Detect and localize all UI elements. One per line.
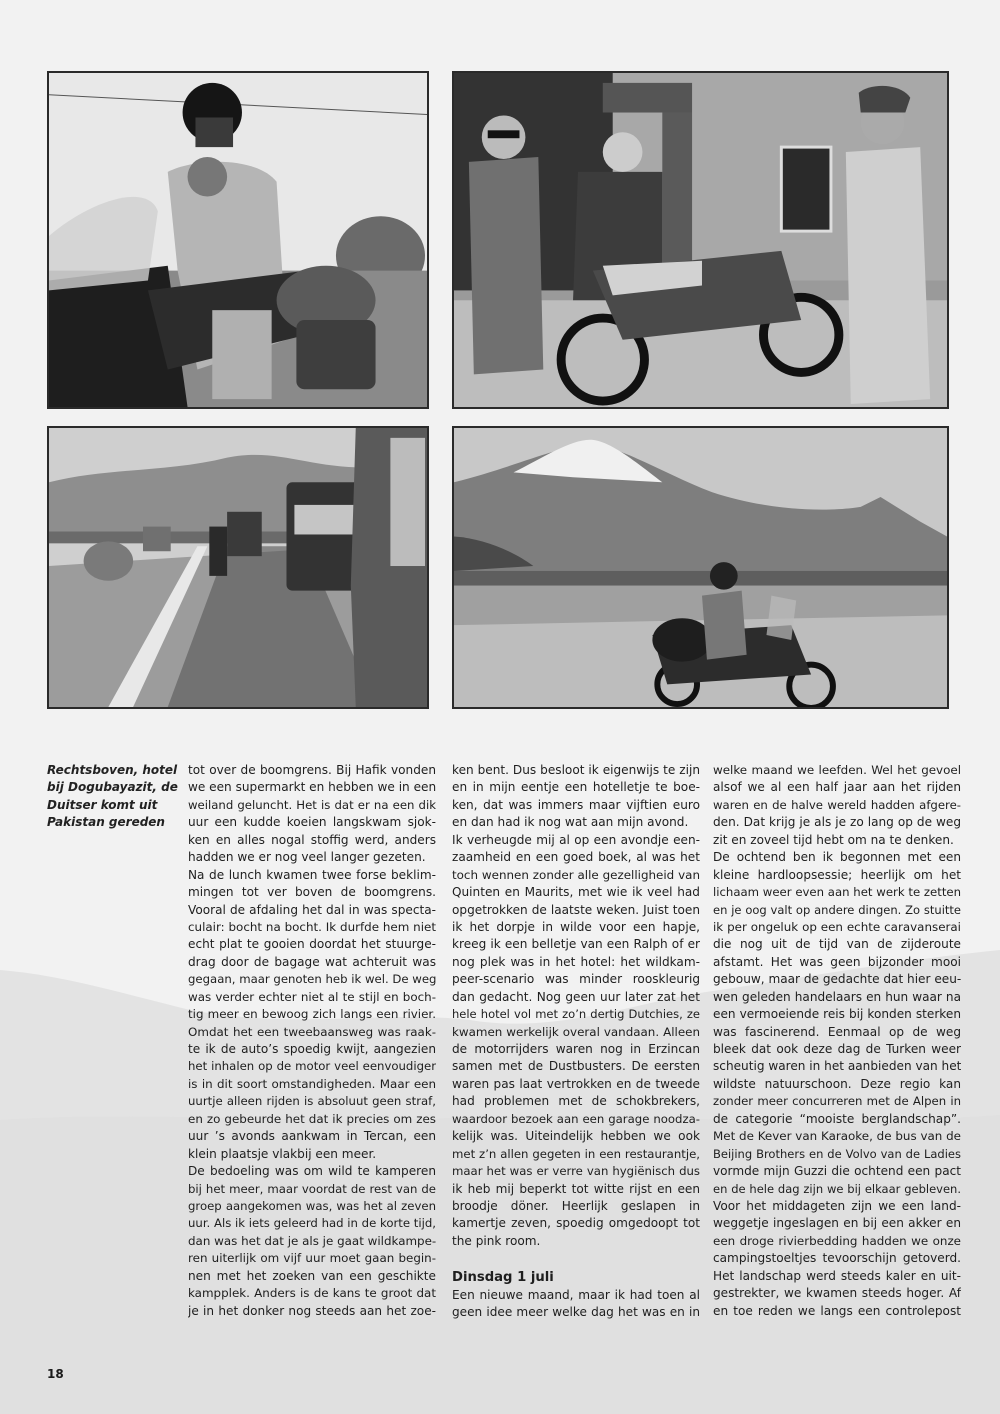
text-line: mingen tot ver boven de boomgrens. (188, 885, 436, 900)
text-line: den. Dat krijg je als je zo lang op de weg (713, 815, 961, 830)
text-line: dan gedacht. Nog geen uur later zat het (452, 989, 700, 1004)
text-line: culair: bocht na bocht. Ik durfde hem niet (188, 919, 436, 934)
text-line: Omdat het een tweebaansweg was raak- (188, 1024, 436, 1039)
text-line: Quinten en Maurits, met wie ik veel had (452, 885, 700, 900)
text-line: we een supermarkt en hebben we in een (188, 780, 436, 795)
text-line: Ik verheugde mij al op een avondje een- (452, 832, 700, 847)
text-line: vormde mijn Guzzi die ochtend een pact (713, 1164, 961, 1179)
text-line: Voor het middageten zijn we een land- (713, 1198, 961, 1213)
text-line: wen geleden handelaars en hun waar na (713, 989, 961, 1004)
text-line: broodje döner. Heerlijk geslapen in (452, 1198, 700, 1213)
text-line: groep aangekomen was, was het al zeven (188, 1198, 436, 1213)
text-line: te ik de auto’s spoedig kwijt, aangezien (188, 1042, 436, 1056)
text-line: was fascinerend. Eenmaal op de weg (713, 1024, 961, 1039)
text-line: De bedoeling was om wild te kamperen (188, 1164, 436, 1179)
text-line: alsof we al een half jaar aan het rijden (713, 780, 961, 795)
text-line: uur ’s avonds aankwam in Tercan, een (188, 1129, 436, 1144)
text-line: uur een kudde koeien langskwam sjok- (188, 815, 436, 830)
text-line: hadden we er nog veel langer gezeten. (188, 850, 426, 865)
text-line: opgetrokken de laatste weken. Juist toen (452, 902, 700, 917)
text-line: waren en de halve wereld hadden afgere- (713, 797, 961, 812)
text-line: lichaam weer even aan het werk te zetten (713, 885, 961, 900)
text-line: scheutig waren in het aanbieden van het (713, 1059, 961, 1074)
text-line: gestrekter, we kwamen steeds hoger. Af (713, 1286, 961, 1301)
caption-line: bij Dogubayazit, de (47, 780, 178, 795)
text-line: ken en alles nogal stoffig werd, anders (188, 832, 436, 847)
text-line: zaamheid en een goed boek, al was het (452, 850, 700, 865)
section-heading: Dinsdag 1 juli (452, 1269, 554, 1285)
text-line: het inhalen op de motor veel eenvoudiger (188, 1059, 436, 1074)
photo-convoy-road (47, 426, 429, 709)
text-line: die nog uit de tijd van de zijderoute (713, 937, 961, 952)
text-line: echt plat te gooien doordat het stuurge- (188, 937, 436, 952)
text-line: drag door de bagage wat achteruit was (188, 954, 436, 969)
text-line: klein plaatsje vlakbij een meer. (188, 1146, 377, 1161)
text-line: met z’n allen gegeten in een restaurantje, (452, 1146, 700, 1161)
text-line: tot over de boomgrens. Bij Hafik vonden (188, 763, 436, 777)
text-line: Vooral de afdaling het dal in was specta- (188, 902, 436, 917)
article-column-3 (713, 762, 961, 1320)
text-line: De ochtend ben ik begonnen met een (713, 850, 961, 865)
text-line: geen idee meer welke dag het was en in (452, 1305, 700, 1320)
text-line: weggetje ingeslagen en bij een akker en (713, 1216, 961, 1231)
text-line: gebouw, maar de gedachte dat hier eeu- (713, 972, 961, 987)
text-line: kamertje zeven, spoedig omgedoopt tot (452, 1216, 700, 1231)
text-line: ken, dat was immers maar vijftien euro (452, 797, 700, 812)
text-line: en de hele dag zijn we bij elkaar gebleven. (713, 1181, 961, 1196)
text-line: Een nieuwe maand, maar ik had toen al (452, 1287, 700, 1302)
text-line: campingstoeltjes tevoorschijn getoverd. (713, 1251, 961, 1266)
text-line: waren pas laat vertrokken en de tweede (452, 1076, 700, 1091)
caption-line: Rechtsboven, hotel (47, 763, 178, 777)
caption-line: Pakistan gereden (47, 815, 165, 830)
text-line: en zo gebeurde het dat ik precies om zes (188, 1111, 436, 1126)
article-column-2 (452, 762, 700, 1322)
text-line: gegaan, maar genoten heb ik wel. De weg (188, 972, 436, 987)
text-line: ik het dorpje in wilde voor een hapje, (452, 919, 700, 934)
text-line: is in dit soort omstandigheden. Maar een (188, 1076, 436, 1091)
text-line: afstamt. Het was geen bijzonder mooi (713, 954, 961, 969)
text-line: en dan had ik nog wat aan mijn avond. (452, 815, 689, 830)
text-line: nen met het zoeken van een geschikte (188, 1268, 436, 1283)
text-line: Beijing Brothers en de Volvo van de Ladies (713, 1146, 961, 1161)
text-line: hele hotel vol met zo’n dertig Dutchies, ze (452, 1007, 700, 1022)
text-line: welke maand we leefden. Wel het gevoel (713, 763, 961, 777)
article-column-1 (188, 762, 436, 1320)
text-line: uur. Als ik iets geleerd had in de korte tijd, (188, 1216, 436, 1231)
photo-mountain-rider (452, 426, 949, 709)
text-line: ren uiterlijk om vijf uur moet gaan begin- (188, 1251, 436, 1266)
text-line: kwamen werkelijk overal vandaan. Alleen (452, 1024, 700, 1039)
text-line: tig meer en bewoog zich langs een rivier. (188, 1007, 436, 1022)
caption-line: Duitser komt uit (47, 797, 158, 812)
text-line: en toe reden we langs een controlepost (713, 1303, 961, 1318)
text-line: Met de Kever van Karaoke, de bus van de (713, 1129, 961, 1144)
text-line: peer-scenario was minder rooskleurig (452, 972, 700, 987)
photo-rider-hotel (47, 71, 429, 409)
photo-caption (47, 762, 182, 832)
text-line: maar het was er verre van hygiënisch dus (452, 1164, 700, 1179)
text-line: zit en zoveel tijd hebt om na te denken. (713, 832, 954, 847)
text-line: bleek dat ook deze dag de Turken weer (713, 1042, 961, 1056)
paragraph-gap (452, 1250, 700, 1267)
text-line: de motorrijders waren nog in Erzincan (452, 1042, 700, 1056)
text-line: samen met de Dustbusters. De eersten (452, 1059, 700, 1074)
text-line: the pink room. (452, 1233, 541, 1248)
photo-three-men-motorcycle (452, 71, 949, 409)
text-line: weiland geluncht. Het is dat er na een dik (188, 797, 436, 812)
text-line: bij het meer, maar voordat de rest van de (188, 1181, 436, 1196)
text-line: Na de lunch kwamen twee forse beklim- (188, 867, 436, 882)
text-line: een vermoeiende reis bij konden sterken (713, 1007, 961, 1022)
text-line: ik heb mij beperkt tot witte rijst en een (452, 1181, 700, 1196)
text-line: ken bent. Dus besloot ik eigenwijs te zijn (452, 763, 700, 777)
text-line: je in het donker nog steeds aan het zoe- (188, 1303, 436, 1318)
text-line: en je oog valt op andere dingen. Zo stuitte (713, 902, 961, 917)
text-line: ik per ongeluk op een echte caravanserai (713, 919, 961, 934)
text-line: kreeg ik een belletje van een Ralph of er (452, 937, 700, 952)
text-line: kampplek. Anders is de kans te groot dat (188, 1286, 436, 1301)
text-line: de categorie “mooiste berglandschap”. (713, 1111, 961, 1126)
text-line: Het landschap werd steeds kaler en uit- (713, 1268, 961, 1283)
text-line: wildste natuurschoon. Deze regio kan (713, 1076, 961, 1091)
text-line: waardoor bezoek aan een garage noodza- (452, 1111, 700, 1126)
text-line: nog plek was in het hotel: het wildkam- (452, 954, 700, 969)
text-line: kleine hardloopsessie; heerlijk om het (713, 867, 961, 882)
page-number: 18 (47, 1367, 64, 1381)
text-line: dan was het dat je als je gaat wildkampe- (188, 1233, 436, 1248)
text-line: een droge rivierbedding hadden we onze (713, 1233, 961, 1248)
text-line: en in mijn eentje een hotelletje te boe- (452, 780, 700, 795)
text-line: zonder meer concurreren met de Alpen in (713, 1094, 961, 1109)
text-line: kelijk was. Uiteindelijk hebben we ook (452, 1129, 700, 1144)
text-line: was verder echter niet al te stijl en boch- (188, 989, 436, 1004)
text-line: had problemen met de schokbrekers, (452, 1094, 700, 1109)
text-line: toch wennen zonder alle gezelligheid van (452, 867, 700, 882)
text-line: uurtje alleen rijden is absoluut geen straf, (188, 1094, 436, 1109)
